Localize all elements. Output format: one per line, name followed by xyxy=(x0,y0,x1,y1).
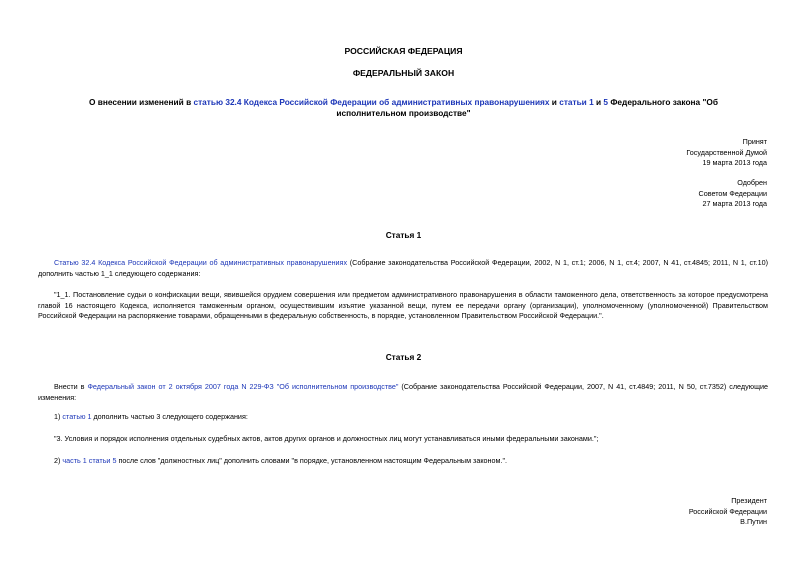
title-mid3: Федерального закона "Об xyxy=(608,97,718,107)
title-link-article-32-4[interactable]: статью 32.4 Кодекса Российской Федерации об административных правонарушениях xyxy=(193,97,550,107)
signature-block xyxy=(689,496,767,528)
adopted-date: 19 марта 2013 года xyxy=(702,158,767,167)
signature-country: Российской Федерации xyxy=(688,506,767,516)
title-mid2: и xyxy=(593,97,604,107)
article-2-link-federal-law[interactable]: Федеральный закон от 2 октября 2007 года N 229-ФЗ "Об исполнительном производстве" xyxy=(87,382,399,391)
approved-block xyxy=(699,178,767,210)
article-1-paragraph-1 xyxy=(38,258,768,279)
article-2-p1-text: (Собрание законодательства Российской Федерации, 2007, N 41, ст.4849; 2011, N 50, ст.7352) следующие изменения: xyxy=(38,382,768,402)
title-link-article-1[interactable]: статьи 1 xyxy=(559,97,594,107)
approved-label: Одобрен xyxy=(737,178,767,187)
item-1-link-article-1[interactable]: статью 1 xyxy=(62,412,92,421)
article-1-link-code[interactable]: Статью 32.4 Кодекса Российской Федерации об административных правонарушениях xyxy=(54,258,348,267)
title-mid1: и xyxy=(549,97,560,107)
approved-body: Советом Федерации xyxy=(698,188,767,198)
article-2-item-2 xyxy=(38,456,768,467)
item-1-number: 1) xyxy=(54,412,63,421)
item-2-number: 2) xyxy=(54,456,63,465)
article-2-p1-prefix: Внести в xyxy=(54,382,88,391)
title-prefix: О внесении изменений в xyxy=(89,97,194,107)
law-title xyxy=(0,97,807,119)
doc-type-heading: ФЕДЕРАЛЬНЫЙ ЗАКОН xyxy=(352,68,455,78)
approved-date: 27 марта 2013 года xyxy=(702,199,767,208)
title-line2: исполнительном производстве" xyxy=(336,108,471,118)
article-2-paragraph-1 xyxy=(38,382,768,403)
item-1-text: дополнить частью 3 следующего содержания: xyxy=(91,412,248,421)
article-2-item-1 xyxy=(38,412,768,423)
adopted-label: Принят xyxy=(742,137,767,146)
signature-title: Президент xyxy=(731,496,767,505)
article-1-p1-text: (Собрание законодательства Российской Федерации, 2002, N 1, ст.1; 2006, N 1, ст.4; 2007, N 41, ст.4845; 2011, N 1, ст.10) дополнить частью 1_1 следующего содержания: xyxy=(38,258,768,278)
signature-name: В.Путин xyxy=(740,517,767,526)
title-link-article-5[interactable]: 5 xyxy=(603,97,609,107)
article-2-heading: Статья 2 xyxy=(385,352,422,362)
adopted-body: Государственной Думой xyxy=(686,147,767,157)
article-1-heading: Статья 1 xyxy=(385,230,422,240)
article-1-paragraph-2: "1_1. Постановление судьи о конфискации вещи, явившейся орудием совершения или предметом административного правонарушения в области таможенного дела, ответственность за которое предусмотрена главой 16 настоящего Кодекса, исполняется таможенным органом, осуществившим изъятие указанной вещи, путем ее передачи органу (организации), уполномоченному (уполномоченной) Правительством Российской Федерации на распоряжение товарами, обращенными в федеральную собственность, в порядке, установленном Правительством Российской Федерации.". xyxy=(38,290,768,320)
item-2-text: после слов "должностных лиц" дополнить словами "в порядке, установленном настоящим Федеральным законом.". xyxy=(116,456,508,465)
item-2-link-article-5[interactable]: часть 1 статьи 5 xyxy=(62,456,117,465)
country-heading: РОССИЙСКАЯ ФЕДЕРАЦИЯ xyxy=(344,46,463,56)
adopted-block xyxy=(686,137,767,169)
article-2-item-1-quote: "3. Условия и порядок исполнения отдельных судебных актов, актов других органов и должностных лиц могут устанавливаться иными федеральными законами."; xyxy=(54,434,599,443)
